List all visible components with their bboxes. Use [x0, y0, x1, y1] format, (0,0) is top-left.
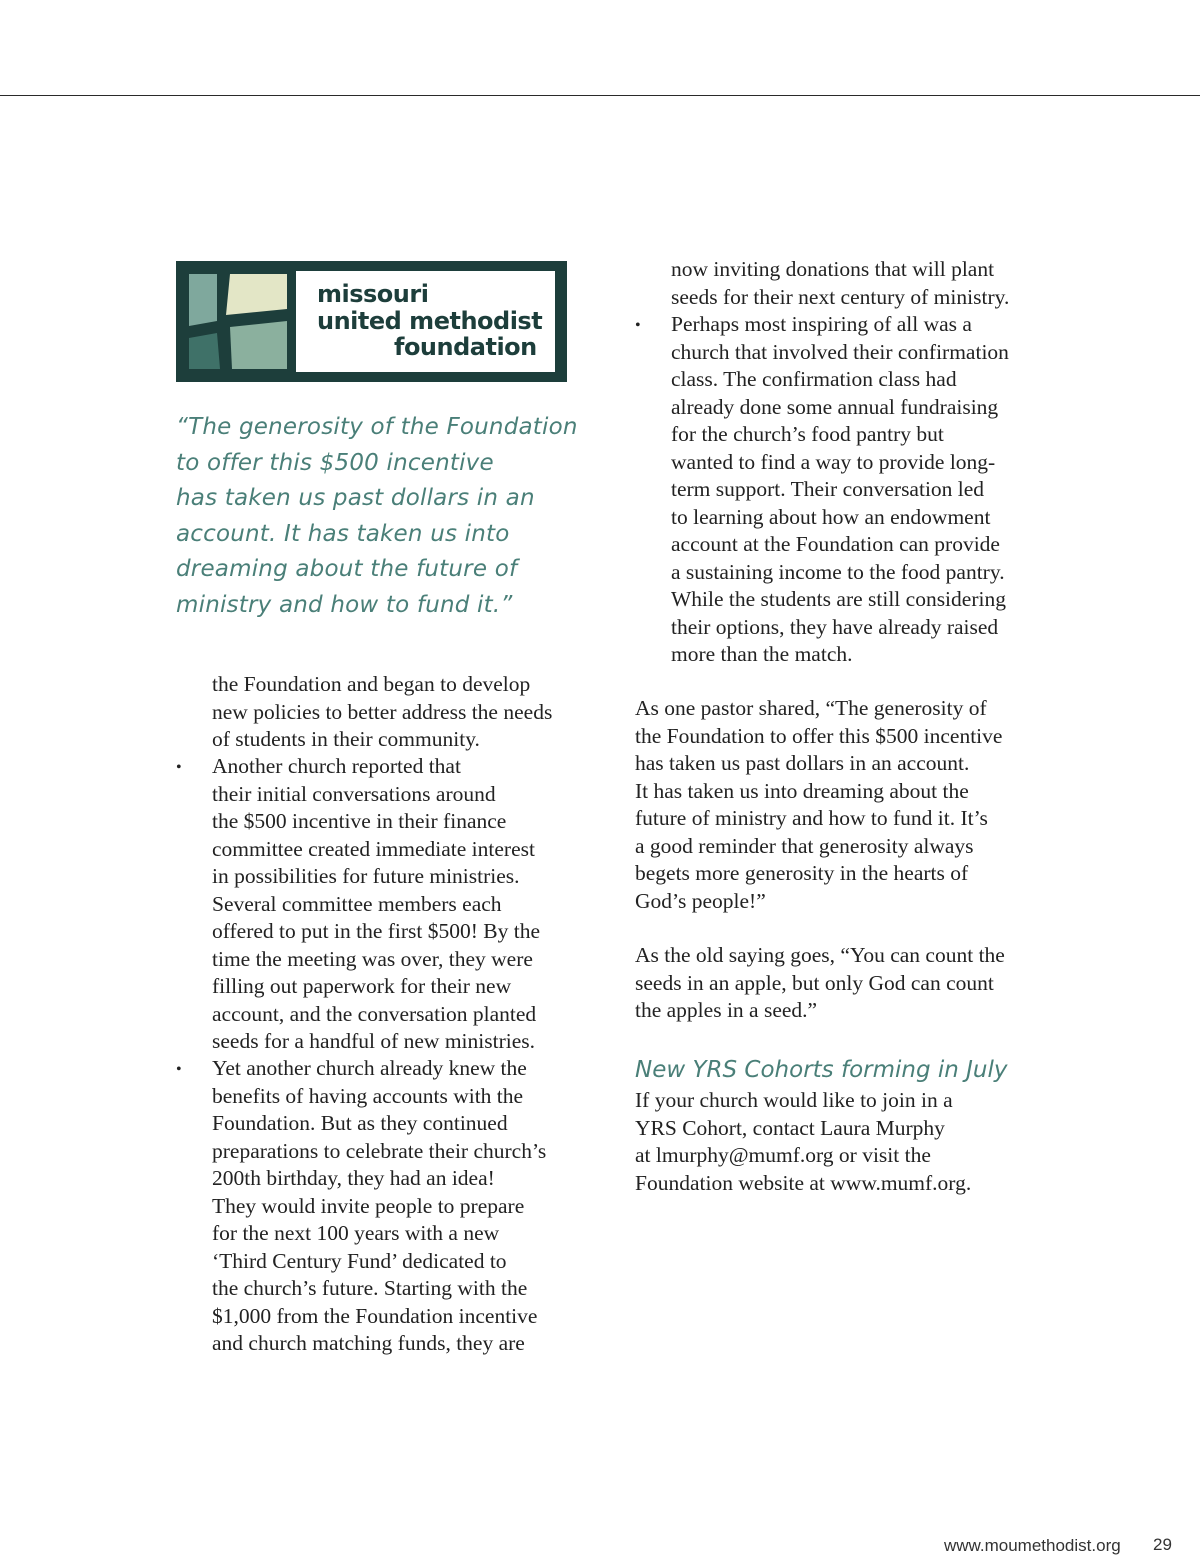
- pastor-quote-paragraph: [635, 695, 1002, 915]
- text-line: the Foundation to offer this $500 incentive: [635, 723, 1003, 748]
- pull-quote-line: ministry and how to fund it.”: [176, 591, 513, 618]
- bullet-marker: •: [176, 759, 182, 776]
- text-line: has taken us past dollars in an account.: [635, 751, 970, 775]
- foundation-logo: [176, 261, 567, 382]
- text-line: 200th birthday, they had an idea!: [212, 1166, 495, 1190]
- contact-paragraph: [635, 1087, 971, 1197]
- text-line: for the next 100 years with a new: [212, 1221, 500, 1245]
- text-line: Foundation website at www.mumf.org.: [635, 1170, 972, 1195]
- text-line: Another church reported that: [212, 754, 461, 778]
- text-line: future of ministry and how to fund it. It’s: [635, 806, 988, 830]
- text-line: at lmurphy@mumf.org or visit the: [635, 1143, 931, 1167]
- text-line: wanted to find a way to provide long-: [671, 449, 996, 474]
- logo-line-2: united methodist: [317, 307, 543, 335]
- pull-quote-line: “The generosity of the Foundation: [176, 414, 578, 440]
- text-line: class. The confirmation class had: [671, 367, 957, 391]
- logo-line-1: missouri: [317, 280, 429, 308]
- page-number: 29: [1153, 1535, 1172, 1554]
- right-continued-text: [671, 256, 1009, 311]
- text-line: ‘Third Century Fund’ dedicated to: [212, 1248, 507, 1273]
- text-line: seeds for a handful of new ministries.: [212, 1029, 536, 1053]
- text-line: filling out paperwork for their new: [212, 974, 512, 998]
- text-line: While the students are still considering: [671, 587, 1006, 611]
- text-line: for the church’s food pantry but: [671, 422, 944, 446]
- text-line: If your church would like to join in a: [635, 1088, 953, 1112]
- text-line: more than the match.: [671, 642, 853, 666]
- text-line: seeds for their next century of ministry.: [671, 284, 1010, 309]
- text-line: seeds in an apple, but only God can count: [635, 970, 994, 995]
- text-line: to learning about how an endowment: [671, 504, 991, 529]
- text-line: committee created immediate interest: [212, 836, 535, 861]
- text-line: offered to put in the first $500! By the: [212, 919, 541, 943]
- bullet-item-3: [671, 311, 1009, 669]
- pull-quote-line: has taken us past dollars in an: [176, 485, 535, 511]
- text-line: the Foundation and began to develop: [212, 672, 531, 696]
- text-line: benefits of having accounts with the: [212, 1083, 524, 1108]
- pull-quote: [176, 410, 576, 623]
- text-line: and church matching funds, they are: [212, 1331, 525, 1355]
- text-line: now inviting donations that will plant: [671, 257, 995, 281]
- text-line: a sustaining income to the food pantry.: [671, 559, 1005, 584]
- text-line: a good reminder that generosity always: [635, 833, 974, 858]
- pull-quote-line: to offer this $500 incentive: [176, 449, 494, 476]
- pull-quote-line: account. It has taken us into: [176, 520, 510, 547]
- text-line: church that involved their confirmation: [671, 339, 1009, 364]
- bullet-marker: •: [176, 1061, 182, 1078]
- top-rule: [0, 95, 1200, 96]
- text-line: As the old saying goes, “You can count the: [635, 943, 1005, 967]
- text-line: Perhaps most inspiring of all was a: [671, 312, 972, 336]
- cross-window-logo-icon: [186, 271, 290, 372]
- logo-wordmark: [296, 271, 555, 372]
- text-line: new policies to better address the needs: [212, 699, 553, 724]
- bullet-item-2: [212, 1055, 546, 1358]
- text-line: their options, they have already raised: [671, 614, 999, 639]
- section-heading: New YRS Cohorts forming in July: [635, 1057, 1008, 1083]
- text-line: Several committee members each: [212, 891, 502, 916]
- text-line: As one pastor shared, “The generosity of: [635, 696, 987, 720]
- text-line: account, and the conversation planted: [212, 1001, 537, 1026]
- text-line: begets more generosity in the hearts of: [635, 861, 969, 885]
- text-line: $1,000 from the Foundation incentive: [212, 1303, 538, 1328]
- text-line: in possibilities for future ministries.: [212, 864, 520, 888]
- text-line: time the meeting was over, they were: [212, 946, 533, 971]
- text-line: the apples in a seed.”: [635, 998, 818, 1022]
- text-line: God’s people!”: [635, 888, 766, 913]
- text-line: the church’s future. Starting with the: [212, 1276, 528, 1300]
- bullet-item-1: [212, 753, 540, 1056]
- text-line: already done some annual fundraising: [671, 394, 999, 419]
- text-line: It has taken us into dreaming about the: [635, 778, 969, 803]
- bullet-marker: •: [635, 317, 641, 334]
- saying-paragraph: [635, 942, 1005, 1025]
- text-line: term support. Their conversation led: [671, 477, 985, 501]
- pull-quote-line: dreaming about the future of: [176, 556, 518, 582]
- left-continued-text: [212, 671, 552, 754]
- text-line: Yet another church already knew the: [212, 1056, 527, 1080]
- text-line: account at the Foundation can provide: [671, 532, 1000, 556]
- text-line: of students in their community.: [212, 727, 480, 751]
- logo-line-3: foundation: [394, 333, 537, 361]
- text-line: They would invite people to prepare: [212, 1193, 525, 1218]
- text-line: the $500 incentive in their finance: [212, 809, 507, 833]
- text-line: Foundation. But as they continued: [212, 1111, 508, 1135]
- text-line: their initial conversations around: [212, 781, 496, 806]
- text-line: YRS Cohort, contact Laura Murphy: [635, 1115, 945, 1140]
- footer-url: www.moumethodist.org: [944, 1536, 1121, 1555]
- text-line: preparations to celebrate their church’s: [212, 1138, 547, 1163]
